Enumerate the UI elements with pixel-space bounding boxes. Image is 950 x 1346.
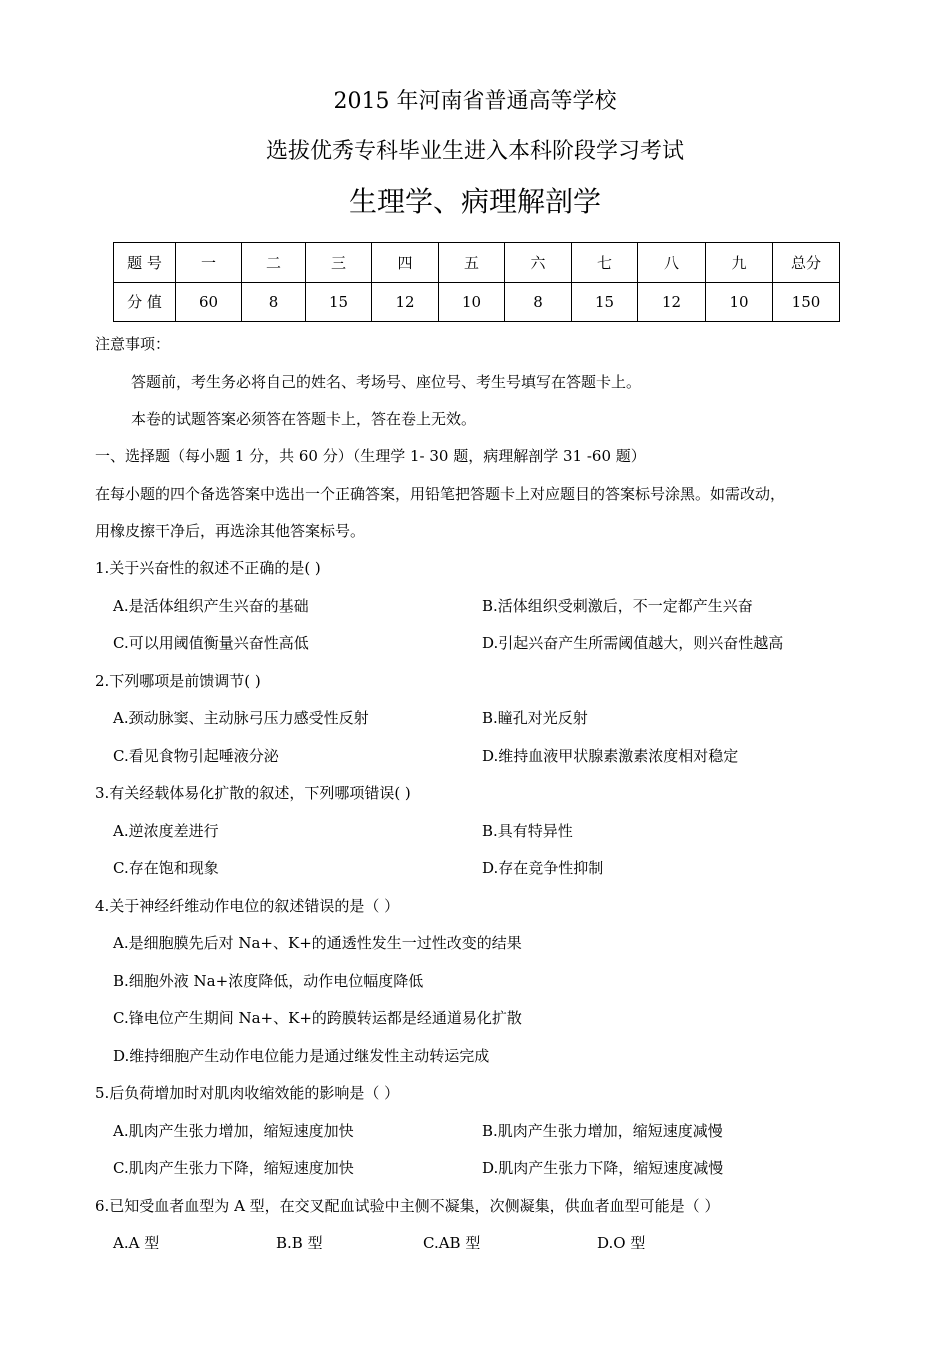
question-stem: 5.后负荷增加时对肌肉收缩效能的影响是（ ） <box>95 1084 400 1102</box>
table-cell: 七 <box>572 243 638 283</box>
option-a: A.颈动脉窦、主动脉弓压力感受性反射 <box>113 709 369 727</box>
option-b: B.肌肉产生张力增加，缩短速度减慢 <box>482 1122 723 1140</box>
option-c: C.锋电位产生期间 Na+、K+的跨膜转运都是经通道易化扩散 <box>113 1009 522 1027</box>
table-cell: 10 <box>706 282 773 322</box>
table-cell: 12 <box>372 282 439 322</box>
option-d: D.肌肉产生张力下降，缩短速度减慢 <box>482 1159 724 1177</box>
option-d: D.维持血液甲状腺素激素浓度相对稳定 <box>482 747 739 765</box>
option-c: C.AB 型 <box>423 1234 481 1252</box>
notice-line-2: 本卷的试题答案必须答在答题卡上，答在卷上无效。 <box>131 410 477 428</box>
question-stem: 1.关于兴奋性的叙述不正确的是( ) <box>95 559 321 577</box>
table-cell: 二 <box>242 243 306 283</box>
section-heading: 一、选择题（每小题 1 分，共 60 分）（生理学 1- 30 题，病理解剖学 31 -60 题） <box>95 447 646 465</box>
table-cell: 四 <box>372 243 439 283</box>
option-c: C.看见食物引起唾液分泌 <box>113 747 279 765</box>
option-a: A.肌肉产生张力增加，缩短速度加快 <box>113 1122 354 1140</box>
table-cell: 三 <box>306 243 372 283</box>
question-stem: 4.关于神经纤维动作电位的叙述错误的是（ ） <box>95 897 400 915</box>
option-b: B.细胞外液 Na+浓度降低，动作电位幅度降低 <box>113 972 424 990</box>
option-c: C.可以用阈值衡量兴奋性高低 <box>113 634 309 652</box>
option-a: A.是细胞膜先后对 Na+、K+的通透性发生一过性改变的结果 <box>113 934 522 952</box>
score-table <box>113 242 840 322</box>
question-stem: 3.有关经载体易化扩散的叙述，下列哪项错误( ) <box>95 784 411 802</box>
score-table-header-row <box>114 243 840 283</box>
table-cell: 60 <box>176 282 242 322</box>
option-a: A.是活体组织产生兴奋的基础 <box>113 597 309 615</box>
notice-heading: 注意事项： <box>95 335 171 353</box>
exam-title-line2: 选拔优秀专科毕业生进入本科阶段学习考试 <box>265 139 684 164</box>
option-b: B.瞳孔对光反射 <box>482 709 588 727</box>
option-a: A.逆浓度差进行 <box>113 822 219 840</box>
table-cell: 15 <box>306 282 372 322</box>
table-cell: 8 <box>242 282 306 322</box>
table-cell: 九 <box>706 243 773 283</box>
table-cell: 8 <box>505 282 572 322</box>
score-table-value-row <box>114 282 840 322</box>
option-b: B.活体组织受刺激后，不一定都产生兴奋 <box>482 597 753 615</box>
table-cell: 12 <box>638 282 706 322</box>
table-cell: 八 <box>638 243 706 283</box>
option-d: D.引起兴奋产生所需阈值越大，则兴奋性越高 <box>482 634 784 652</box>
option-b: B.具有特异性 <box>482 822 573 840</box>
exam-title-line1: 2015 年河南省普通高等学校 <box>333 89 617 114</box>
section-instruction-2: 用橡皮擦干净后，再选涂其他答案标号。 <box>95 522 366 540</box>
option-d: D.O 型 <box>597 1234 646 1252</box>
option-a: A.A 型 <box>113 1234 160 1252</box>
table-cell: 15 <box>572 282 638 322</box>
question-stem: 2.下列哪项是前馈调节( ) <box>95 672 261 690</box>
table-cell: 一 <box>176 243 242 283</box>
section-instruction-1: 在每小题的四个备选答案中选出一个正确答案，用铅笔把答题卡上对应题目的答案标号涂黑。如需改动， <box>95 485 786 503</box>
exam-subject-title: 生理学、病理解剖学 <box>348 185 601 218</box>
table-cell: 10 <box>439 282 505 322</box>
option-c: C.肌肉产生张力下降，缩短速度加快 <box>113 1159 354 1177</box>
question-stem: 6.已知受血者血型为 A 型，在交叉配血试验中主侧不凝集，次侧凝集，供血者血型可能是（ ） <box>95 1197 720 1215</box>
option-c: C.存在饱和现象 <box>113 859 219 877</box>
notice-line-1: 答题前，考生务必将自己的姓名、考场号、座位号、考生号填写在答题卡上。 <box>131 373 642 391</box>
table-cell: 总分 <box>773 243 840 283</box>
table-cell: 五 <box>439 243 505 283</box>
table-cell: 150 <box>773 282 840 322</box>
option-d: D.存在竞争性抑制 <box>482 859 604 877</box>
option-d: D.维持细胞产生动作电位能力是通过继发性主动转运完成 <box>113 1047 490 1065</box>
table-cell: 题 号 <box>114 243 176 283</box>
table-cell: 分 值 <box>114 282 176 322</box>
option-b: B.B 型 <box>276 1234 323 1252</box>
table-cell: 六 <box>505 243 572 283</box>
